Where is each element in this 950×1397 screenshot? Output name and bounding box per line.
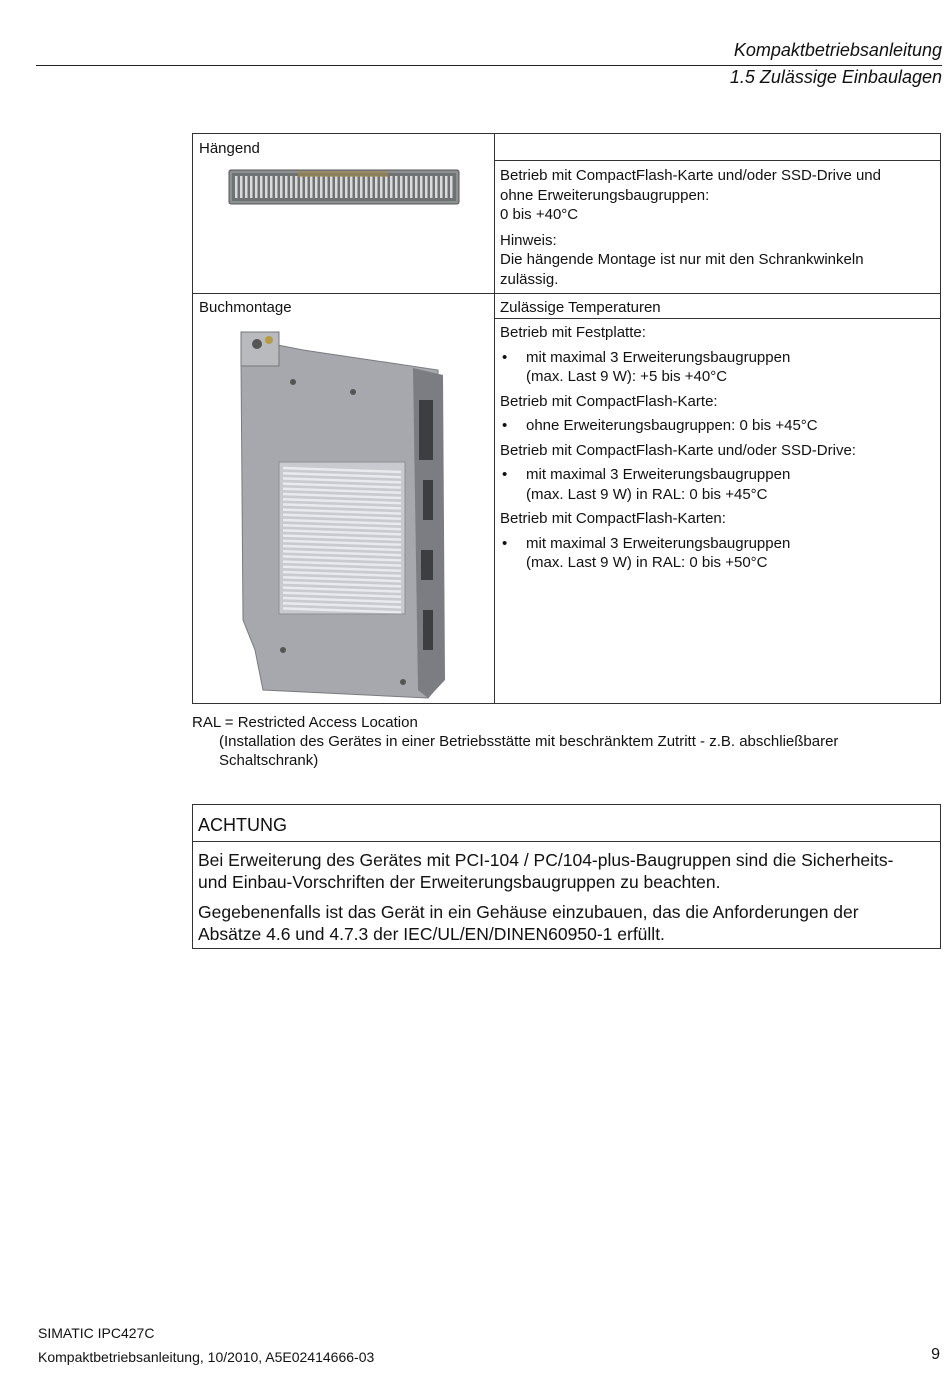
header-rule	[36, 65, 942, 66]
warning-box	[192, 804, 941, 949]
ral-abbreviation: RAL	[192, 714, 221, 731]
list-item: • ohne Erweiterungsbaugruppen: 0 bis +45°C	[500, 416, 935, 436]
header-title: Kompaktbetriebsanleitung	[733, 40, 942, 60]
device-vertical-icon	[233, 320, 448, 700]
header-section: 1.5 Zulässige Einbaulagen	[729, 67, 942, 87]
warning-rule	[193, 841, 940, 842]
table-column-divider	[494, 134, 495, 703]
row1-description: Betrieb mit CompactFlash-Karte und/oder SSD-Drive und ohne Erweiterungsbaugruppen: 0 bis +40°C Hinweis: Die hängende Montage ist nur mit den Schrankwinkeln zulässig.	[500, 167, 881, 288]
hint-label: Hinweis	[500, 231, 553, 249]
temperature-heading: Zulässige Temperaturen	[500, 299, 661, 316]
footer-product: SIMATIC IPC427C	[38, 1325, 155, 1341]
list-item: • mit maximal 3 Erweiterungsbaugruppen (max. Last 9 W): +5 bis +40°C	[500, 348, 935, 387]
list-item: • mit maximal 3 Erweiterungsbaugruppen (max. Last 9 W) in RAL: 0 bis +50°C	[500, 534, 935, 573]
footer-doc: Kompaktbetriebsanleitung, 10/2010, A5E02414666-03	[38, 1349, 375, 1365]
row-label-haengend: Hängend	[199, 140, 260, 157]
ral-note: RAL = Restricted Access Location (Installation des Gerätes in einer Betriebsstätte mit beschränktem Zutritt - z.B. abschließbarer Schaltschrank)	[192, 714, 839, 769]
list-item: • mit maximal 3 Erweiterungsbaugruppen (max. Last 9 W) in RAL: 0 bis +45°C	[500, 465, 935, 504]
mounting-table	[192, 133, 941, 704]
table-rule	[193, 293, 940, 294]
warning-heading: ACHTUNG	[198, 815, 287, 835]
device-horizontal-icon	[228, 168, 460, 208]
row-label-buchmontage: Buchmontage	[199, 299, 292, 316]
page-number: 9	[931, 1346, 940, 1363]
temperature-list: Betrieb mit Festplatte: • mit maximal 3 Erweiterungsbaugruppen (max. Last 9 W): +5 bis +40°C Betrieb mit CompactFlash-Karte: • ohne Erweiterungsbaugruppen: 0 bis +45°C Betrieb mit CompactFlash-Karte und/oder SSD-Drive: • mit maximal 3 Erweiterungsbaugruppen (max. Last 9 W) in RAL: 0 bis +45°C Betrieb mit CompactFlash-Karten: • mit maximal 3 Erweiterungsbaugruppen (max. Last 9 W) in RAL: 0 bis +50°C	[500, 323, 935, 573]
warning-body: Bei Erweiterung des Gerätes mit PCI-104 / PC/104-plus-Baugruppen sind die Sicherheits- und Einbau-Vorschriften der Erweiterungsbaugruppen zu beachten. Gegebenenfalls ist das Gerät in ein Gehäuse einzubauen, das die Anforderungen der Absätze 4.6 und 4.7.3 der IEC/UL/EN/DINEN60950-1 erfüllt.	[198, 850, 894, 944]
table-rule	[494, 160, 940, 161]
table-rule	[494, 318, 940, 319]
